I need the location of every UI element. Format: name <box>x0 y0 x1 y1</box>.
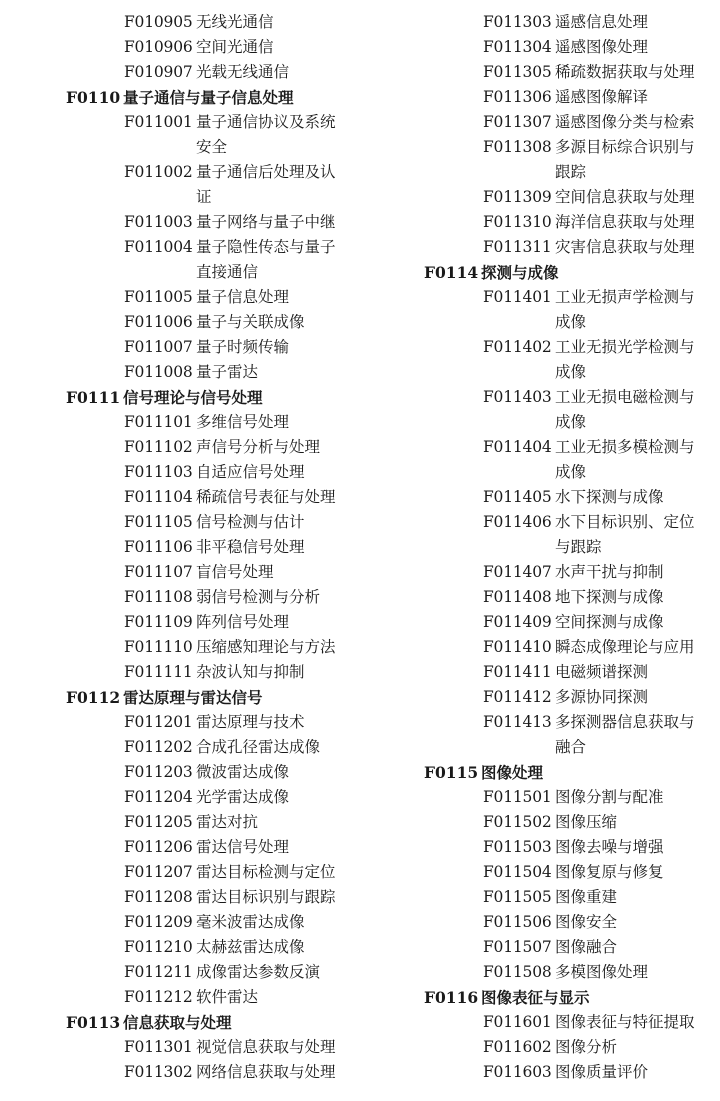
subcategory-row <box>424 935 714 960</box>
subcategory-code: F011109 <box>124 613 193 631</box>
subcategory-code: F011305 <box>483 63 552 81</box>
subcategory-code: F011004 <box>124 238 193 256</box>
subcategory-title: 雷达信号处理 <box>196 838 290 856</box>
subcategory-title: 图像复原与修复 <box>555 863 664 881</box>
subcategory-title: 雷达目标检测与定位 <box>196 863 336 881</box>
subcategory-row <box>66 110 366 160</box>
subcategory-row <box>424 1060 714 1085</box>
subcategory-code: F011310 <box>483 213 552 231</box>
subcategory-row <box>66 235 366 285</box>
section-code: F0110 <box>66 88 121 107</box>
subcategory-code: F011411 <box>483 663 552 681</box>
subcategory-code: F011201 <box>124 713 193 731</box>
subcategory-row <box>66 785 366 810</box>
subcategory-code: F011412 <box>483 688 552 706</box>
section-title: 信号理论与信号处理 <box>123 388 263 407</box>
subcategory-title: 量子信息处理 <box>196 288 290 306</box>
subcategory-title: 多模图像处理 <box>555 963 649 981</box>
subcategory-code: F011501 <box>483 788 552 806</box>
section-title: 图像表征与显示 <box>481 988 590 1007</box>
subcategory-code: F011409 <box>483 613 552 631</box>
subcategory-code: F011508 <box>483 963 552 981</box>
subcategory-row <box>66 860 366 885</box>
subcategory-code: F011002 <box>124 163 193 181</box>
subcategory-code: F011311 <box>483 238 552 256</box>
subcategory-row <box>66 910 366 935</box>
subcategory-title: 盲信号处理 <box>196 563 274 581</box>
section-title: 量子通信与量子信息处理 <box>123 88 294 107</box>
section-title: 探测与成像 <box>481 263 559 282</box>
subcategory-code: F011107 <box>124 563 193 581</box>
subcategory-row <box>424 635 714 660</box>
subcategory-title: 图像表征与特征提取 <box>555 1013 695 1031</box>
subcategory-title: 压缩感知理论与方法 <box>196 638 336 656</box>
subcategory-code: F011408 <box>483 588 552 606</box>
section-heading <box>66 685 366 710</box>
subcategory-code: F011212 <box>124 988 193 1006</box>
subcategory-row <box>424 685 714 710</box>
subcategory-row <box>66 335 366 360</box>
subcategory-code: F011105 <box>124 513 193 531</box>
subcategory-title: 雷达原理与技术 <box>196 713 305 731</box>
subcategory-code: F011401 <box>483 288 552 306</box>
subcategory-code: F011309 <box>483 188 552 206</box>
section-title: 信息获取与处理 <box>123 1013 232 1032</box>
subcategory-title: 成像雷达参数反演 <box>196 963 321 981</box>
subcategory-row <box>66 160 366 210</box>
subcategory-row <box>424 910 714 935</box>
subcategory-title: 瞬态成像理论与应用 <box>555 638 695 656</box>
subcategory-title: 工业无损电磁检测与成像 <box>555 388 695 431</box>
subcategory-code: F011301 <box>124 1038 193 1056</box>
subcategory-title: 信号检测与估计 <box>196 513 305 531</box>
subcategory-row <box>424 385 714 435</box>
section-code: F0112 <box>66 688 121 707</box>
subcategory-row <box>424 1035 714 1060</box>
subcategory-code: F011205 <box>124 813 193 831</box>
subcategory-code: F011208 <box>124 888 193 906</box>
subcategory-code: F010906 <box>124 38 193 56</box>
subcategory-row <box>66 460 366 485</box>
subcategory-row <box>424 85 714 110</box>
subcategory-title: 多源目标综合识别与跟踪 <box>555 138 695 181</box>
subcategory-row <box>66 435 366 460</box>
subcategory-code: F011007 <box>124 338 193 356</box>
section-code: F0111 <box>66 388 121 407</box>
subcategory-row <box>424 660 714 685</box>
subcategory-row <box>66 285 366 310</box>
subcategory-code: F011404 <box>483 438 552 456</box>
section-code: F0113 <box>66 1013 121 1032</box>
subcategory-row <box>66 10 366 35</box>
subcategory-row <box>66 610 366 635</box>
subcategory-row <box>424 60 714 85</box>
subcategory-title: 雷达对抗 <box>196 813 259 831</box>
subcategory-code: F011410 <box>483 638 552 656</box>
subcategory-title: 空间探测与成像 <box>555 613 664 631</box>
subcategory-row <box>66 585 366 610</box>
subcategory-title: 量子隐性传态与量子直接通信 <box>196 238 336 281</box>
subcategory-title: 量子网络与量子中继 <box>196 213 336 231</box>
subcategory-title: 光载无线通信 <box>196 63 290 81</box>
subcategory-row <box>66 35 366 60</box>
subcategory-code: F011210 <box>124 938 193 956</box>
subcategory-row <box>66 560 366 585</box>
subcategory-title: 多源协同探测 <box>555 688 649 706</box>
subcategory-row <box>424 810 714 835</box>
subcategory-title: 图像重建 <box>555 888 618 906</box>
subcategory-title: 遥感图像处理 <box>555 38 649 56</box>
subcategory-row <box>424 610 714 635</box>
section-heading <box>424 760 714 785</box>
subcategory-row <box>424 35 714 60</box>
subcategory-title: 太赫兹雷达成像 <box>196 938 305 956</box>
subcategory-code: F011204 <box>124 788 193 806</box>
subcategory-row <box>66 835 366 860</box>
subcategory-title: 无线光通信 <box>196 13 274 31</box>
section-heading <box>424 985 714 1010</box>
subcategory-code: F011307 <box>483 113 552 131</box>
subcategory-title: 弱信号检测与分析 <box>196 588 321 606</box>
subcategory-code: F011602 <box>483 1038 552 1056</box>
subcategory-row <box>66 810 366 835</box>
subcategory-title: 空间光通信 <box>196 38 274 56</box>
subcategory-row <box>424 285 714 335</box>
subcategory-title: 量子通信协议及系统安全 <box>196 113 336 156</box>
subcategory-code: F011405 <box>483 488 552 506</box>
subcategory-title: 图像分析 <box>555 1038 618 1056</box>
section-title: 雷达原理与雷达信号 <box>123 688 263 707</box>
subcategory-title: 稀疏数据获取与处理 <box>555 63 695 81</box>
subcategory-row <box>66 510 366 535</box>
subcategory-row <box>66 985 366 1010</box>
subcategory-code: F011006 <box>124 313 193 331</box>
subcategory-code: F011206 <box>124 838 193 856</box>
subcategory-row <box>424 560 714 585</box>
subcategory-title: 杂波认知与抑制 <box>196 663 305 681</box>
subcategory-title: 空间信息获取与处理 <box>555 188 695 206</box>
subcategory-row <box>424 210 714 235</box>
subcategory-code: F011402 <box>483 338 552 356</box>
section-heading <box>66 385 366 410</box>
subcategory-row <box>424 10 714 35</box>
subcategory-title: 毫米波雷达成像 <box>196 913 305 931</box>
subcategory-title: 水下目标识别、定位与跟踪 <box>555 513 695 556</box>
subcategory-title: 图像安全 <box>555 913 618 931</box>
subcategory-title: 地下探测与成像 <box>555 588 664 606</box>
subcategory-row <box>66 485 366 510</box>
subcategory-row <box>424 435 714 485</box>
subcategory-code: F010905 <box>124 13 193 31</box>
subcategory-code: F011503 <box>483 838 552 856</box>
subcategory-title: 微波雷达成像 <box>196 763 290 781</box>
section-heading <box>66 85 366 110</box>
section-code: F0114 <box>424 263 479 282</box>
subcategory-title: 电磁频谱探测 <box>555 663 649 681</box>
subcategory-title: 图像质量评价 <box>555 1063 649 1081</box>
subcategory-code: F011103 <box>124 463 193 481</box>
subcategory-row <box>66 960 366 985</box>
subcategory-row <box>424 860 714 885</box>
subcategory-title: 量子通信后处理及认证 <box>196 163 336 206</box>
subcategory-title: 遥感图像分类与检索 <box>555 113 695 131</box>
subcategory-row <box>66 410 366 435</box>
subcategory-title: 量子雷达 <box>196 363 259 381</box>
subcategory-code: F011111 <box>124 663 193 681</box>
subcategory-title: 自适应信号处理 <box>196 463 305 481</box>
subcategory-title: 工业无损光学检测与成像 <box>555 338 695 381</box>
subcategory-title: 合成孔径雷达成像 <box>196 738 321 756</box>
subcategory-row <box>424 135 714 185</box>
subcategory-row <box>66 935 366 960</box>
subcategory-code: F011308 <box>483 138 552 156</box>
subcategory-code: F011407 <box>483 563 552 581</box>
subcategory-code: F011603 <box>483 1063 552 1081</box>
subcategory-title: 图像压缩 <box>555 813 618 831</box>
subcategory-code: F011502 <box>483 813 552 831</box>
subcategory-title: 图像去噪与增强 <box>555 838 664 856</box>
subcategory-title: 水下探测与成像 <box>555 488 664 506</box>
subcategory-title: 遥感信息处理 <box>555 13 649 31</box>
subcategory-code: F011008 <box>124 363 193 381</box>
subcategory-code: F011207 <box>124 863 193 881</box>
subcategory-title: 光学雷达成像 <box>196 788 290 806</box>
subcategory-row <box>66 535 366 560</box>
subcategory-code: F011108 <box>124 588 193 606</box>
subcategory-code: F011505 <box>483 888 552 906</box>
subcategory-code: F011302 <box>124 1063 193 1081</box>
subcategory-code: F011101 <box>124 413 193 431</box>
subcategory-code: F011001 <box>124 113 193 131</box>
subcategory-code: F011413 <box>483 713 552 731</box>
subcategory-code: F011209 <box>124 913 193 931</box>
section-code: F0116 <box>424 988 479 1007</box>
subcategory-row <box>424 585 714 610</box>
subcategory-title: 稀疏信号表征与处理 <box>196 488 336 506</box>
subcategory-row <box>424 335 714 385</box>
subcategory-code: F011005 <box>124 288 193 306</box>
subcategory-title: 工业无损声学检测与成像 <box>555 288 695 331</box>
subcategory-code: F011601 <box>483 1013 552 1031</box>
subcategory-row <box>424 185 714 210</box>
subcategory-title: 声信号分析与处理 <box>196 438 321 456</box>
subcategory-code: F011003 <box>124 213 193 231</box>
subcategory-title: 软件雷达 <box>196 988 259 1006</box>
subcategory-row <box>66 310 366 335</box>
subcategory-title: 工业无损多模检测与成像 <box>555 438 695 481</box>
subcategory-code: F011202 <box>124 738 193 756</box>
section-code: F0115 <box>424 763 479 782</box>
subcategory-row <box>66 710 366 735</box>
subcategory-title: 网络信息获取与处理 <box>196 1063 336 1081</box>
section-title: 图像处理 <box>481 763 544 782</box>
subcategory-row <box>424 485 714 510</box>
subcategory-code: F011102 <box>124 438 193 456</box>
subcategory-title: 非平稳信号处理 <box>196 538 305 556</box>
subcategory-code: F011304 <box>483 38 552 56</box>
subcategory-title: 图像融合 <box>555 938 618 956</box>
subcategory-title: 多维信号处理 <box>196 413 290 431</box>
subcategory-row <box>424 885 714 910</box>
right-column <box>424 10 714 1085</box>
subcategory-title: 视觉信息获取与处理 <box>196 1038 336 1056</box>
subcategory-row <box>424 1010 714 1035</box>
subcategory-code: F011403 <box>483 388 552 406</box>
subcategory-row <box>424 510 714 560</box>
subcategory-row <box>66 210 366 235</box>
section-heading <box>66 1010 366 1035</box>
subcategory-row <box>66 885 366 910</box>
section-heading <box>424 260 714 285</box>
subcategory-row <box>424 235 714 260</box>
subcategory-title: 雷达目标识别与跟踪 <box>196 888 336 906</box>
subcategory-row <box>66 760 366 785</box>
subcategory-row <box>66 1035 366 1060</box>
subcategory-code: F011406 <box>483 513 552 531</box>
left-column <box>66 10 366 1085</box>
subcategory-code: F011306 <box>483 88 552 106</box>
subcategory-row <box>66 735 366 760</box>
subcategory-row <box>66 1060 366 1085</box>
subcategory-code: F011211 <box>124 963 193 981</box>
subcategory-code: F011203 <box>124 763 193 781</box>
subcategory-title: 图像分割与配准 <box>555 788 664 806</box>
subcategory-row <box>66 660 366 685</box>
subcategory-row <box>424 710 714 760</box>
subcategory-row <box>424 960 714 985</box>
subcategory-code: F011110 <box>124 638 193 656</box>
subcategory-code: F011106 <box>124 538 193 556</box>
subcategory-code: F010907 <box>124 63 193 81</box>
subcategory-title: 海洋信息获取与处理 <box>555 213 695 231</box>
subcategory-title: 水声干扰与抑制 <box>555 563 664 581</box>
subcategory-code: F011507 <box>483 938 552 956</box>
subcategory-title: 多探测器信息获取与融合 <box>555 713 695 756</box>
subcategory-title: 量子时频传输 <box>196 338 290 356</box>
subcategory-row <box>66 360 366 385</box>
subcategory-code: F011303 <box>483 13 552 31</box>
subcategory-code: F011104 <box>124 488 193 506</box>
subcategory-row <box>66 60 366 85</box>
subcategory-code: F011506 <box>483 913 552 931</box>
subcategory-row <box>424 110 714 135</box>
subcategory-title: 遥感图像解译 <box>555 88 649 106</box>
subcategory-code: F011504 <box>483 863 552 881</box>
subcategory-row <box>424 835 714 860</box>
subcategory-row <box>424 785 714 810</box>
subcategory-title: 灾害信息获取与处理 <box>555 238 695 256</box>
subcategory-title: 量子与关联成像 <box>196 313 305 331</box>
subcategory-row <box>66 635 366 660</box>
subcategory-title: 阵列信号处理 <box>196 613 290 631</box>
